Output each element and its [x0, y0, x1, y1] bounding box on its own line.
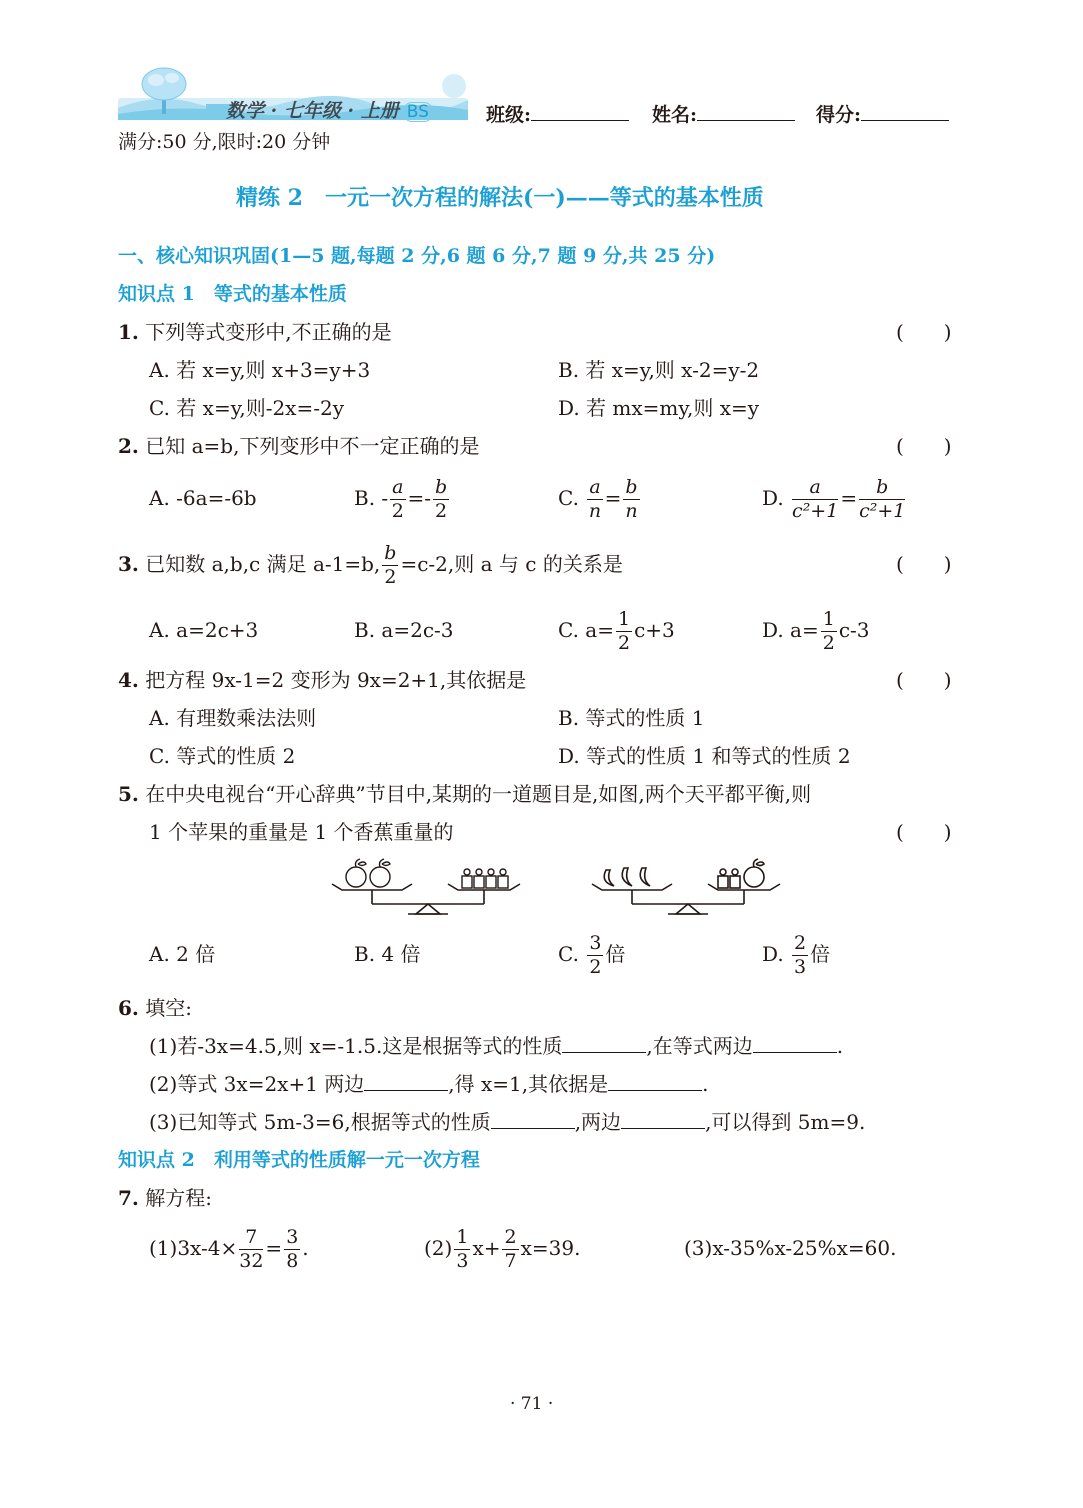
class-blank[interactable]: [531, 102, 629, 121]
q7-p2-mid2: x=39.: [520, 1236, 581, 1260]
q3-number: 3.: [118, 552, 139, 576]
question-2: [118, 434, 479, 458]
fraction: $\frac{b}{n}$: [625, 476, 638, 522]
header-course: [226, 96, 433, 123]
meta-line: 满分:50 分,限时:20 分钟: [118, 131, 331, 153]
q6-p2-mid: ,得 x=1,其依据是: [448, 1072, 609, 1096]
balance-figure-1: [328, 852, 528, 922]
q3-option-b: B. a=2c-3: [354, 618, 454, 642]
q5-number: 5.: [118, 782, 139, 806]
class-field: [486, 100, 629, 127]
q1-stem: 下列等式变形中,不正确的是: [145, 320, 392, 344]
q2-stem: 已知 a=b,下列变形中不一定正确的是: [145, 434, 480, 458]
q6-part3: [149, 1110, 865, 1134]
fraction: $\frac{b}{2}$: [384, 542, 397, 588]
knowledge-point-2: 知识点 2 利用等式的性质解一元一次方程: [118, 1149, 480, 1171]
fraction: $\frac{b}{2}$: [435, 476, 448, 522]
q6-p3-text: (3)已知等式 5m-3=6,根据等式的性质: [149, 1110, 491, 1134]
class-label: 班级:: [486, 104, 532, 126]
q7-p1-end: .: [302, 1236, 309, 1260]
q4-option-c: C. 等式的性质 2: [149, 744, 296, 768]
q5-d-unit: 倍: [810, 942, 831, 966]
score-label: 得分:: [816, 104, 862, 126]
fraction: $\frac{7}{32}$: [239, 1226, 264, 1272]
fraction: $\frac{2}{3}$: [794, 932, 807, 978]
q2-option-d: D. $\frac{a}{\text{c²+1}}$ = $\frac{b}{\text{c²+1}}$: [762, 476, 906, 522]
q5-d-prefix: D.: [762, 942, 784, 966]
q2-number: 2.: [118, 434, 139, 458]
q4-option-a: A. 有理数乘法法则: [149, 706, 317, 730]
q7-p1-eq: =: [265, 1236, 283, 1260]
q3-option-c: [558, 604, 675, 656]
q3-d-suffix: c-3: [838, 618, 870, 642]
fraction: $\frac{a}{2}$: [391, 476, 404, 522]
q2-option-a: A. -6a=-6b: [149, 486, 257, 510]
q2-c-prefix: C.: [558, 486, 579, 510]
q5-c-unit: 倍: [605, 942, 626, 966]
q6-stem: 填空:: [145, 996, 192, 1020]
q6-p2-blank2[interactable]: [608, 1072, 702, 1091]
q2-option-b: B. - $\frac{a}{2}$ =- $\frac{b}{2}$: [354, 476, 448, 522]
knowledge-point-1: 知识点 1 等式的基本性质: [118, 283, 347, 305]
q6-p2-end: .: [702, 1072, 709, 1096]
fraction: $\frac{1}{2}$: [822, 608, 835, 654]
q2-d-prefix: D.: [762, 486, 784, 510]
name-blank[interactable]: [697, 102, 795, 121]
fraction: $\frac{3}{8}$: [286, 1226, 299, 1272]
q5-option-c: [558, 928, 625, 980]
q4-option-b: B. 等式的性质 1: [558, 706, 705, 730]
q3-option-d: [762, 604, 870, 656]
q5-stem-line2: 1 个苹果的重量是 1 个香蕉重量的: [149, 820, 454, 844]
q6-part1: [149, 1034, 843, 1058]
q6-number: 6.: [118, 996, 139, 1020]
q5-answer-paren[interactable]: ( ): [896, 820, 952, 844]
question-6: [118, 996, 192, 1020]
q3-c-suffix: c+3: [634, 618, 675, 642]
fraction: $\frac{3}{2}$: [589, 932, 602, 978]
page-number: · 71 ·: [510, 1394, 554, 1414]
q1-option-b: B. 若 x=y,则 x-2=y-2: [558, 358, 760, 382]
fraction: $\frac{a}{\text{c²+1}}$: [792, 476, 839, 522]
balance-figure-2: [588, 852, 788, 922]
q2-answer-paren[interactable]: ( ): [896, 434, 952, 458]
q6-p2-blank1[interactable]: [364, 1072, 448, 1091]
q3-c-prefix: C. a=: [558, 618, 614, 642]
q7-part2: [424, 1222, 580, 1274]
q4-stem: 把方程 9x-1=2 变形为 9x=2+1,其依据是: [145, 668, 527, 692]
q6-p3-blank2[interactable]: [621, 1110, 705, 1129]
name-field: [652, 100, 795, 127]
q1-option-a: A. 若 x=y,则 x+3=y+3: [149, 358, 371, 382]
q6-p1-end: .: [836, 1034, 844, 1058]
q6-p1-text: (1)若-3x=4.5,则 x=-1.5.这是根据等式的性质: [149, 1034, 563, 1058]
edition-badge: BS: [403, 102, 433, 122]
q3-answer-paren[interactable]: ( ): [896, 552, 952, 576]
q7-part3: (3)x-35%x-25%x=60.: [684, 1236, 897, 1260]
q6-p1-blank1[interactable]: [562, 1034, 646, 1053]
fraction: $\frac{1}{3}$: [456, 1226, 469, 1272]
fraction: $\frac{2}{7}$: [504, 1226, 517, 1272]
q6-p1-blank2[interactable]: [753, 1034, 837, 1053]
q4-answer-paren[interactable]: ( ): [896, 668, 952, 692]
q7-part1: [149, 1222, 309, 1274]
q5-stem-line1: 在中央电视台“开心辞典”节目中,某期的一道题目是,如图,两个天平都平衡,则: [145, 782, 812, 806]
q1-option-d: D. 若 mx=my,则 x=y: [558, 396, 760, 420]
q1-option-c: C. 若 x=y,则-2x=-2y: [149, 396, 344, 420]
q7-p2-text: (2): [424, 1236, 453, 1260]
q3-option-a: A. a=2c+3: [149, 618, 259, 642]
q5-option-a: A. 2 倍: [149, 942, 216, 966]
question-4: [118, 668, 526, 692]
q6-p3-end: ,可以得到 5m=9.: [705, 1110, 866, 1134]
fraction: $\frac{a}{n}$: [588, 476, 602, 522]
q7-number: 7.: [118, 1186, 139, 1210]
q1-answer-paren[interactable]: ( ): [896, 320, 952, 344]
name-label: 姓名:: [652, 104, 698, 126]
balance-scale-bananas-weights-icon: [588, 852, 788, 918]
page-title: 精练 2 一元一次方程的解法(一)——等式的基本性质: [236, 185, 764, 211]
q2-option-c: C. $\frac{a}{n}$ = $\frac{b}{n}$: [558, 476, 638, 522]
fraction: $\frac{b}{\text{c²+1}}$: [859, 476, 906, 522]
q6-p3-blank1[interactable]: [491, 1110, 575, 1129]
q3-d-prefix: D. a=: [762, 618, 819, 642]
fraction: $\frac{1}{2}$: [618, 608, 631, 654]
section-heading: 一、核心知识巩固(1—5 题,每题 2 分,6 题 6 分,7 题 9 分,共 25 分): [118, 245, 716, 267]
q3-stem-pre: 已知数 a,b,c 满足 a-1=b,: [145, 552, 381, 576]
q6-p3-mid: ,两边: [574, 1110, 622, 1134]
q5-c-prefix: C.: [558, 942, 579, 966]
score-blank[interactable]: [861, 102, 949, 121]
q6-p2-text: (2)等式 3x=2x+1 两边: [149, 1072, 365, 1096]
q2-b-prefix: B. -: [354, 486, 389, 510]
q3-stem-post: =c-2,则 a 与 c 的关系是: [400, 552, 623, 576]
q7-p2-mid1: x+: [472, 1236, 501, 1260]
q5-option-b: B. 4 倍: [354, 942, 421, 966]
q7-stem: 解方程:: [145, 1186, 212, 1210]
course-title: 数学 · 七年级 · 上册: [226, 100, 399, 122]
q6-part2: [149, 1072, 709, 1096]
question-1: [118, 320, 392, 344]
question-5: [118, 782, 811, 806]
q4-number: 4.: [118, 668, 139, 692]
question-7: [118, 1186, 212, 1210]
question-3: [118, 538, 623, 590]
q5-option-d: [762, 928, 830, 980]
q1-number: 1.: [118, 320, 139, 344]
q7-p1-text: (1)3x-4×: [149, 1236, 238, 1260]
q4-option-d: D. 等式的性质 1 和等式的性质 2: [558, 744, 851, 768]
balance-scale-apples-weights-icon: [328, 852, 528, 918]
q6-p1-mid: ,在等式两边: [646, 1034, 753, 1058]
score-field: [816, 100, 949, 127]
